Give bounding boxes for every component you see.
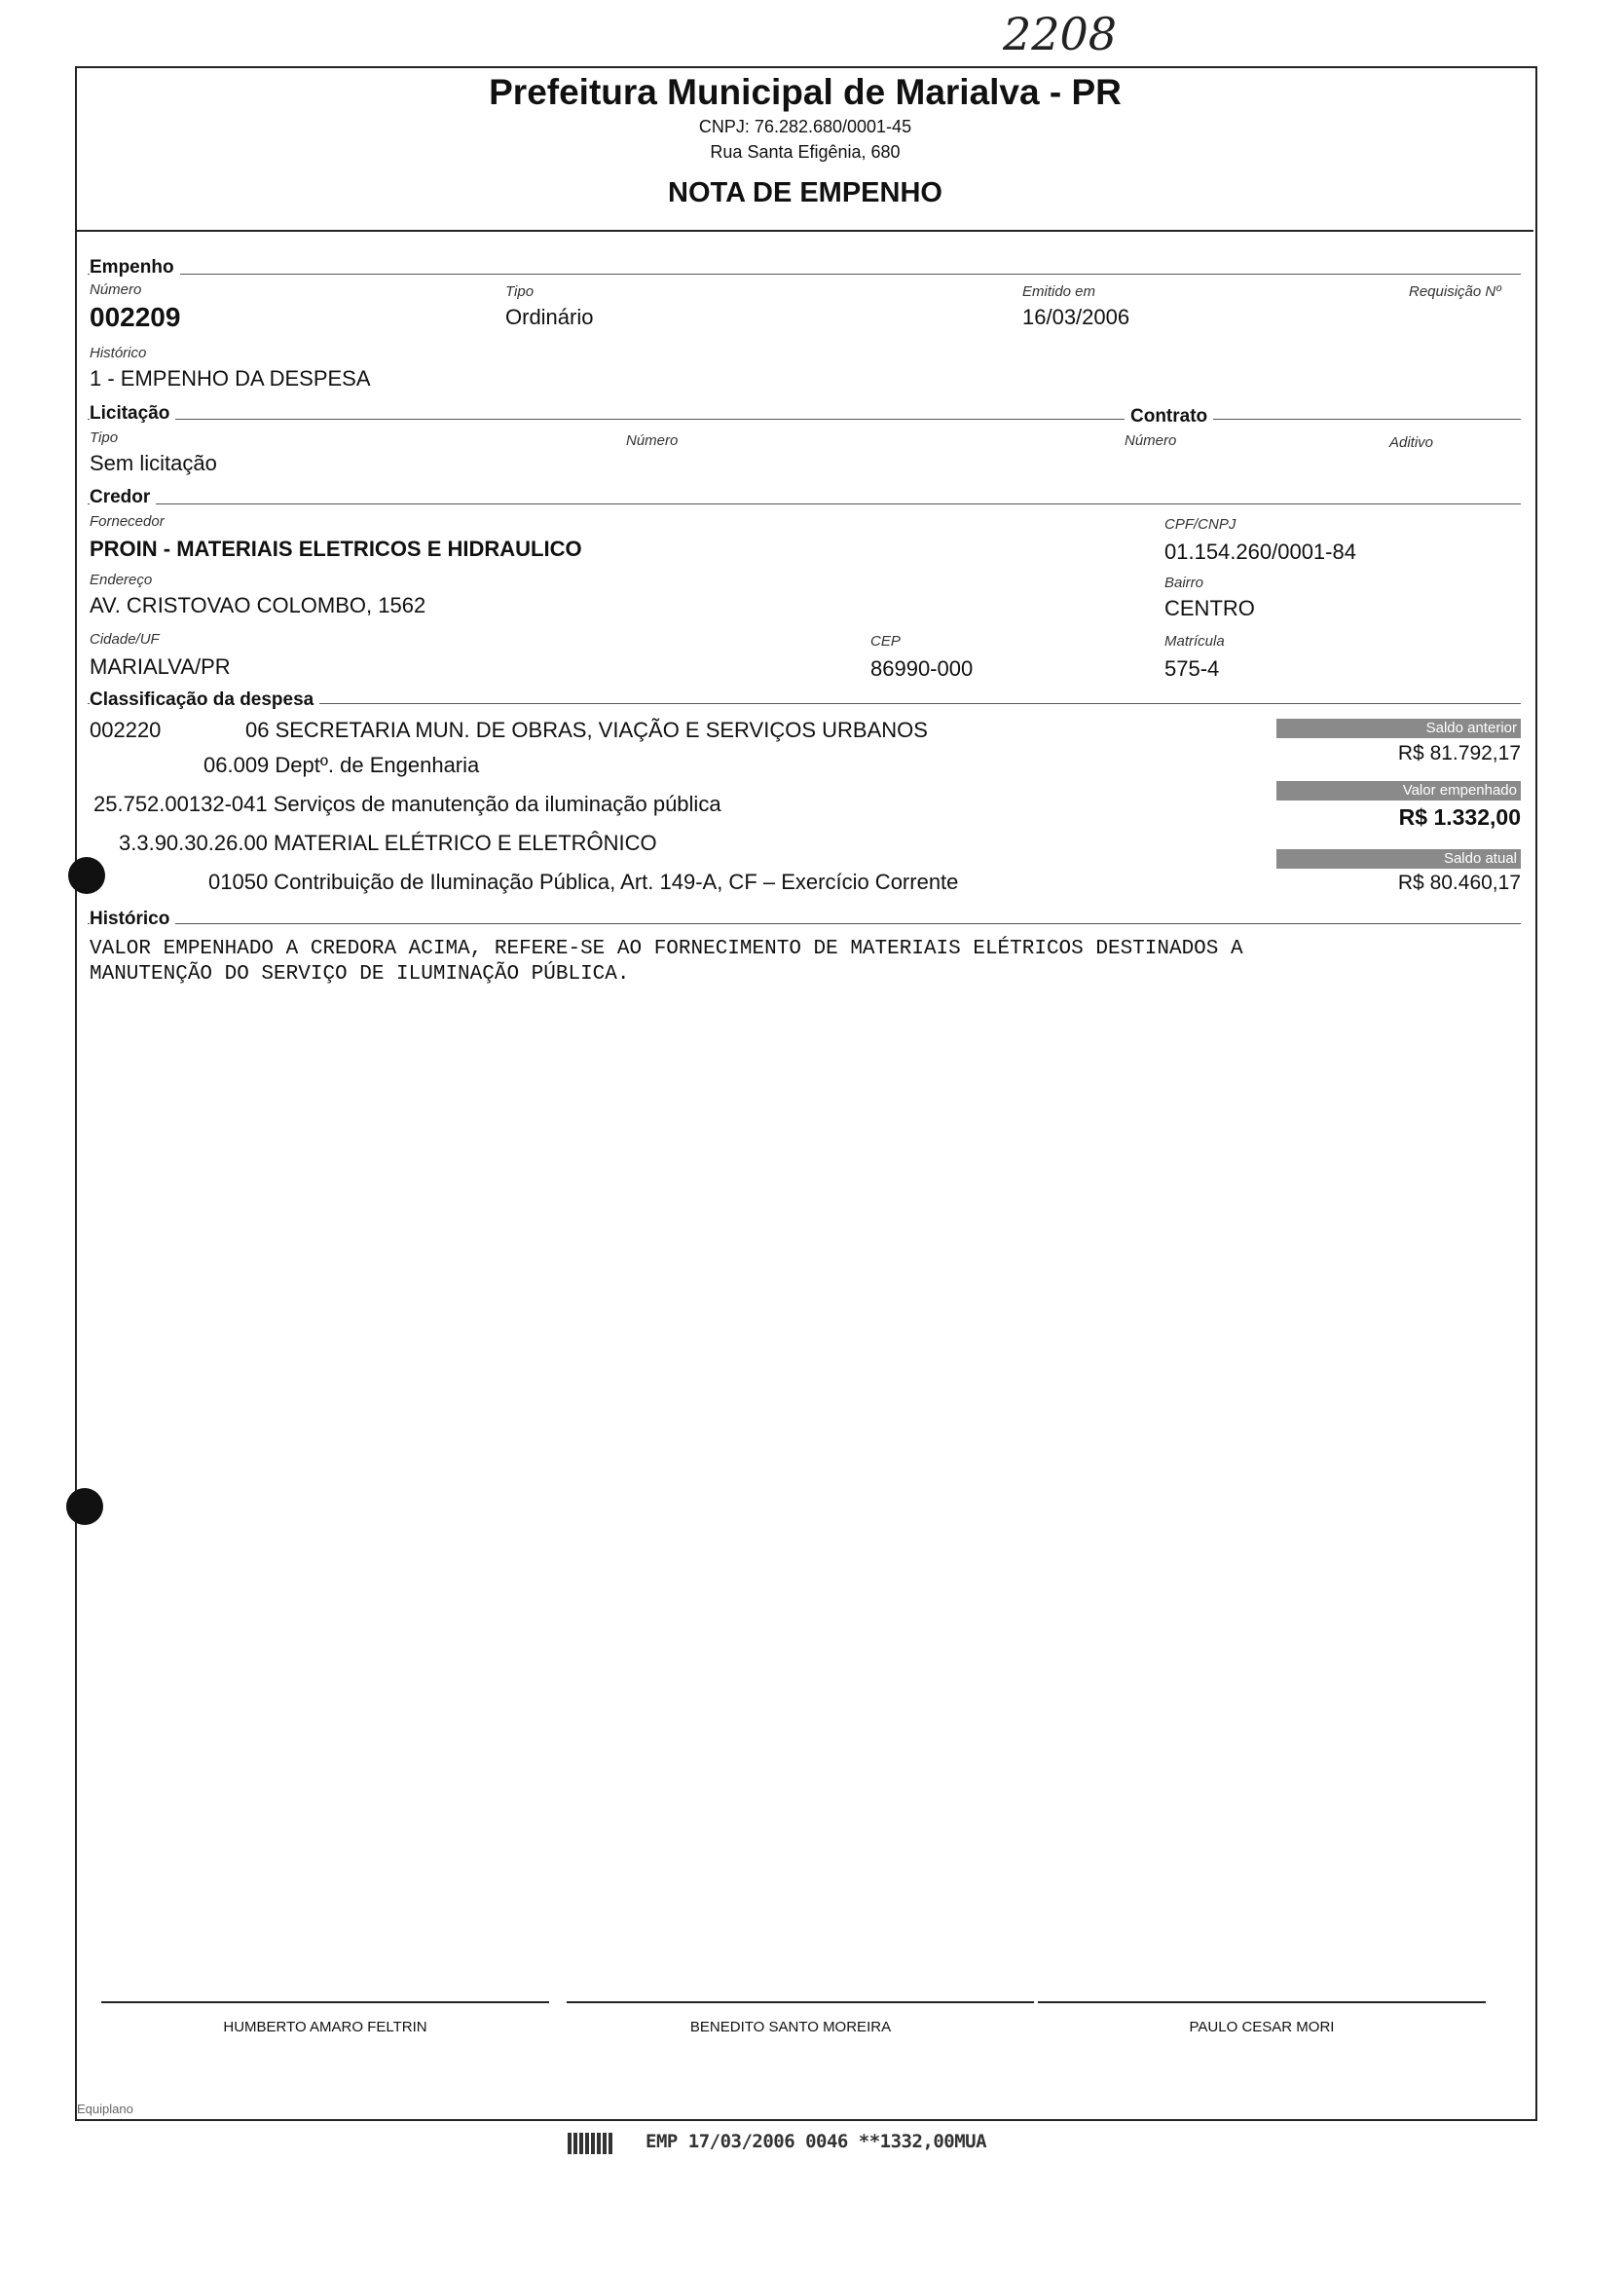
signature-name-2: BENEDITO SANTO MOREIRA [689, 2019, 892, 2035]
punch-hole-top [68, 857, 105, 894]
contrato-numero-label: Número [1125, 432, 1177, 449]
saldo-atual-value: R$ 80.460,17 [1397, 872, 1521, 894]
matricula-label: Matrícula [1164, 633, 1225, 650]
cidade: MARIALVA/PR [90, 654, 231, 679]
header-address: Rua Santa Efigênia, 680 [710, 142, 901, 162]
empenho-tipo: Ordinário [505, 305, 594, 329]
cep-label: CEP [870, 633, 901, 650]
historico-line-2: MANUTENÇÃO DO SERVIÇO DE ILUMINAÇÃO PÚBLICA. [90, 963, 630, 986]
classificacao-departamento: 06.009 Deptº. de Engenharia [203, 753, 480, 777]
valor-empenhado-value: R$ 1.332,00 [1398, 804, 1521, 830]
credor-rule [88, 503, 1521, 504]
cpf-cnpj: 01.154.260/0001-84 [1164, 540, 1356, 564]
matricula: 575-4 [1164, 656, 1220, 681]
fornecedor-name: PROIN - MATERIAIS ELETRICOS E HIDRAULICO [90, 537, 582, 561]
fornecedor-label: Fornecedor [90, 513, 165, 530]
empenho-numero-label: Número [90, 281, 142, 298]
endereco-label: Endereço [90, 572, 153, 588]
saldo-anterior-label: Saldo anterior [1276, 719, 1521, 738]
licitacao-numero-label: Número [626, 432, 679, 449]
licitacao-tipo-label: Tipo [90, 429, 119, 446]
header-title: Prefeitura Municipal de Marialva - PR [489, 72, 1122, 112]
bairro-label: Bairro [1164, 575, 1204, 591]
saldo-atual-label: Saldo atual [1276, 849, 1521, 869]
classificacao-section-title: Classificação da despesa [90, 689, 319, 711]
header-cnpj: CNPJ: 76.282.680/0001-45 [698, 117, 912, 136]
saldo-anterior-value: R$ 81.792,17 [1397, 742, 1521, 764]
credor-section-title: Credor [90, 487, 156, 508]
requisicao-label: Requisição Nº [1409, 283, 1501, 300]
empenho-historico-label: Histórico [90, 345, 147, 361]
classificacao-code: 002220 [90, 718, 162, 742]
historico-line-1: VALOR EMPENHADO A CREDORA ACIMA, REFERE-SE AO FORNECIMENTO DE MATERIAIS ELÉTRICOS DESTINADOS A [90, 938, 1243, 960]
empenho-rule [88, 274, 1521, 275]
signature-line-1 [101, 2001, 549, 2003]
classificacao-elemento: 3.3.90.30.26.00 MATERIAL ELÉTRICO E ELETRÔNICO [119, 831, 657, 855]
contrato-section-title: Contrato [1125, 406, 1213, 428]
handwritten-number: 2208 [1003, 8, 1118, 60]
signature-name-1: HUMBERTO AMARO FELTRIN [223, 2019, 427, 2035]
valor-empenhado-label: Valor empenhado [1276, 781, 1521, 801]
licitacao-section-title: Licitação [90, 403, 175, 425]
classificacao-secretaria: 06 SECRETARIA MUN. DE OBRAS, VIAÇÃO E SERVIÇOS URBANOS [245, 718, 928, 742]
emitido-date: 16/03/2006 [1022, 305, 1130, 329]
cidade-label: Cidade/UF [90, 631, 160, 648]
signature-line-2 [567, 2001, 1034, 2003]
empenho-historico: 1 - EMPENHO DA DESPESA [90, 366, 371, 391]
empenho-tipo-label: Tipo [505, 283, 535, 300]
header-separator [77, 230, 1533, 232]
classificacao-programa: 25.752.00132-041 Serviços de manutenção da iluminação pública [93, 792, 721, 816]
historico-section-title: Histórico [90, 909, 175, 930]
signature-line-3 [1038, 2001, 1486, 2003]
empenho-section-title: Empenho [90, 257, 180, 279]
stamp-barcode-icon [568, 2133, 612, 2154]
licitacao-rule [88, 419, 1521, 420]
licitacao-tipo: Sem licitação [90, 451, 217, 475]
classificacao-fonte: 01050 Contribuição de Iluminação Pública, Art. 149-A, CF – Exercício Corrente [208, 870, 959, 894]
bairro: CENTRO [1164, 596, 1255, 620]
empenho-numero: 002209 [90, 302, 181, 332]
cep: 86990-000 [870, 656, 974, 681]
emitido-label: Emitido em [1022, 283, 1096, 300]
signature-name-3: PAULO CESAR MORI [1189, 2019, 1335, 2035]
contrato-aditivo-label: Aditivo [1389, 434, 1434, 451]
cpf-cnpj-label: CPF/CNPJ [1164, 516, 1236, 533]
historico-rule [88, 923, 1521, 924]
mechanical-stamp: EMP 17/03/2006 0046 **1332,00MUA [646, 2131, 987, 2152]
document-title: NOTA DE EMPENHO [668, 177, 942, 208]
footer-brand: Equiplano [77, 2102, 133, 2116]
punch-hole-bottom [66, 1488, 103, 1525]
endereco: AV. CRISTOVAO COLOMBO, 1562 [90, 593, 426, 617]
